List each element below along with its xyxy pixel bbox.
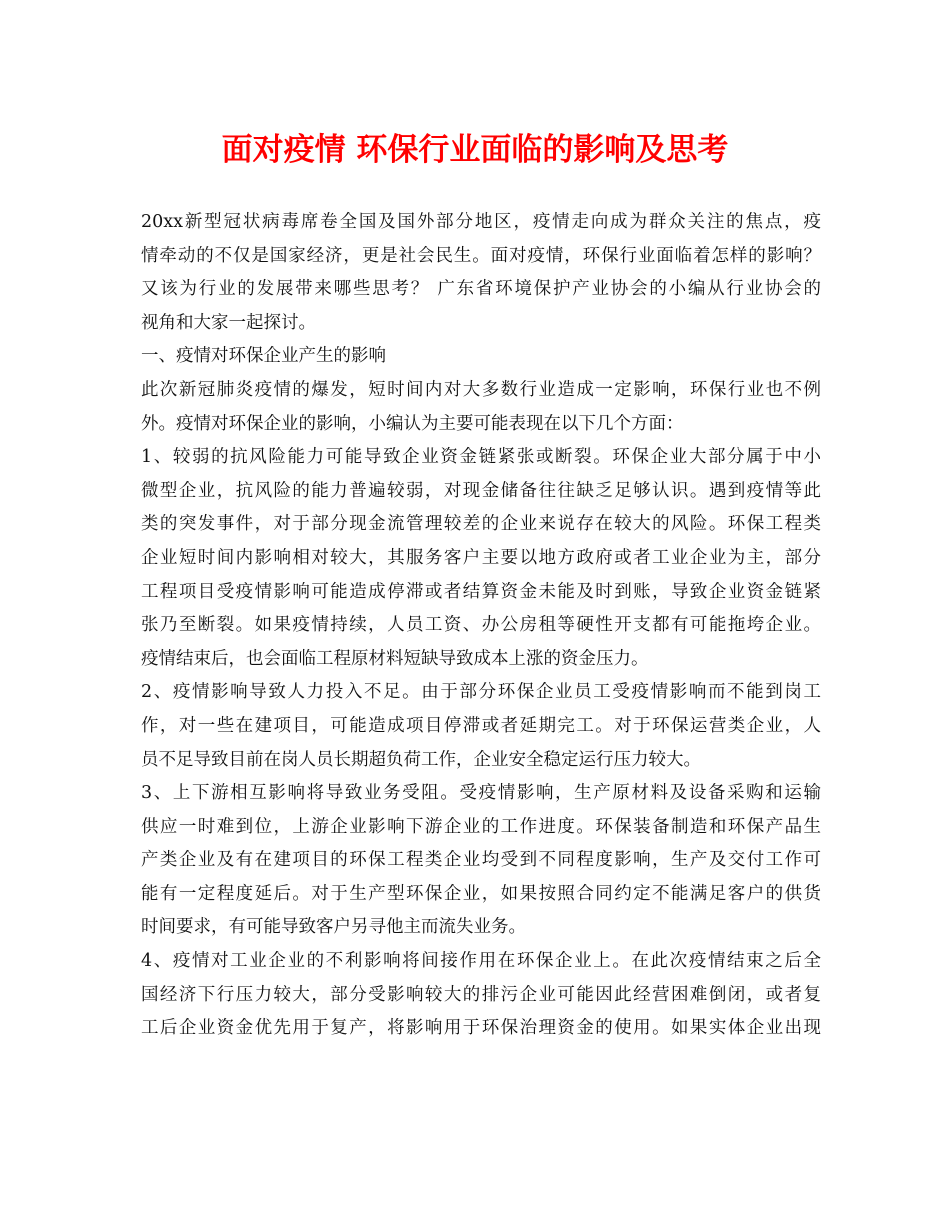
body-line: 微型企业，抗风险的能力普遍较弱，对现金储备往往缺乏足够认识。遇到疫情等此 (141, 480, 821, 501)
body-line: 工程项目受疫情影响可能造成停滞或者结算资金未能及时到账，导致企业资金链紧 (141, 581, 821, 602)
body-line: 外。疫情对环保企业的影响，小编认为主要可能表现在以下几个方面： (141, 413, 684, 434)
body-line: 3、上下游相互影响将导致业务受阻。受疫情影响，生产原材料及设备采购和运输 (141, 783, 821, 804)
body-line: 产类企业及有在建项目的环保工程类企业均受到不同程度影响，生产及交付工作可 (141, 850, 821, 871)
body-line: 作，对一些在建项目，可能造成项目停滞或者延期完工。对于环保运营类企业，人 (141, 715, 821, 736)
body-line: 工后企业资金优先用于复产，将影响用于环保治理资金的使用。如果实体企业出现 (141, 1018, 821, 1039)
body-line: 能有一定程度延后。对于生产型环保企业，如果按照合同约定不能满足客户的供货 (141, 883, 821, 904)
body-line: 视角和大家一起探讨。 (141, 312, 316, 333)
body-line: 20xx新型冠状病毒席卷全国及国外部分地区，疫情走向成为群众关注的焦点，疫 (141, 212, 821, 232)
body-line: 国经济下行压力较大，部分受影响较大的排污企业可能因此经营困难倒闭，或者复 (141, 984, 821, 1005)
body-line: 此次新冠肺炎疫情的爆发，短时间内对大多数行业造成一定影响，环保行业也不例 (141, 379, 821, 400)
body-line: 疫情结束后，也会面临工程原材料短缺导致成本上涨的资金压力。 (141, 648, 649, 669)
document-body (141, 206, 821, 1046)
body-line: 2、疫情影响导致人力投入不足。由于部分环保企业员工受疫情影响而不能到岗工 (141, 682, 821, 703)
document-title: 面对疫情 环保行业面临的影响及思考 (221, 132, 729, 168)
body-line: 情牵动的不仅是国家经济，更是社会民生。面对疫情，环保行业面临着怎样的影响？ (141, 245, 821, 266)
body-line: 类的突发事件，对于部分现金流管理较差的企业来说存在较大的风险。环保工程类 (141, 514, 821, 535)
body-line: 4、疫情对工业企业的不利影响将间接作用在环保企业上。在此次疫情结束之后全 (141, 951, 821, 972)
body-line: 企业短时间内影响相对较大，其服务客户主要以地方政府或者工业企业为主，部分 (141, 547, 821, 568)
body-line: 供应一时难到位，上游企业影响下游企业的工作进度。环保装备制造和环保产品生 (141, 816, 821, 837)
body-line: 1、较弱的抗风险能力可能导致企业资金链紧张或断裂。环保企业大部分属于中小 (141, 447, 821, 468)
body-line: 时间要求，有可能导致客户另寻他主而流失业务。 (141, 917, 526, 938)
body-line: 员不足导致目前在岗人员长期超负荷工作，企业安全稳定运行压力较大。 (141, 749, 701, 770)
body-line: 张乃至断裂。如果疫情持续，人员工资、办公房租等硬性开支都有可能拖垮企业。 (141, 615, 821, 636)
body-line: 又该为行业的发展带来哪些思考？ 广东省环境保护产业协会的小编从行业协会的 (141, 279, 821, 300)
body-line: 一、疫情对环保企业产生的影响 (141, 346, 386, 367)
